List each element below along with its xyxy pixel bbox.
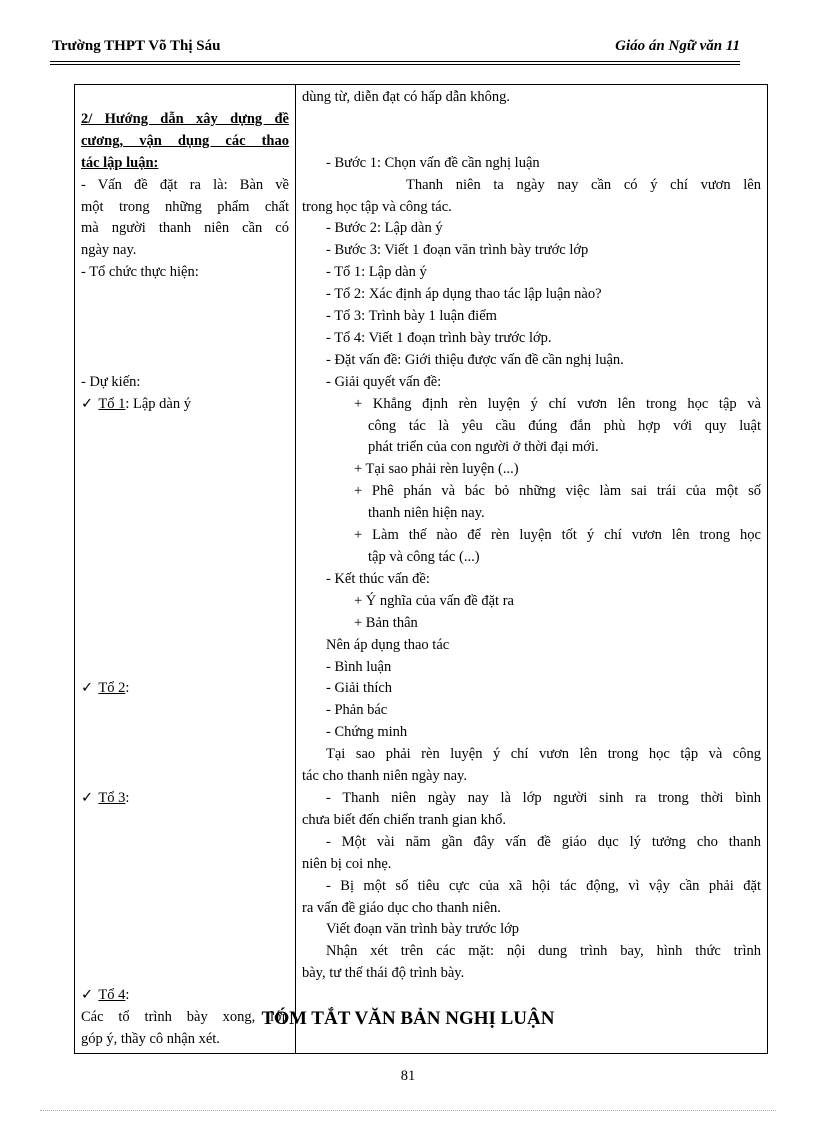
group-3-label: ✓ Tổ 3:: [81, 788, 289, 810]
content-line: thanh niên hiện nay.: [368, 505, 485, 522]
checkmark-icon: ✓: [81, 986, 94, 1003]
content-line: + Khẳng định rèn luyện ý chí vươn lên trong học tập và: [354, 395, 761, 412]
content-line: bày, tư thế thái độ trình bày.: [302, 965, 465, 982]
content-line: công tác là yêu cầu đúng đắn phù hợp với quy luật: [368, 417, 761, 434]
content-line: - Tổ 4: Viết 1 đoạn trình bày trước lớp.: [326, 329, 552, 346]
content-line: - Tổ 1: Lập dàn ý: [326, 264, 427, 281]
content-line: Viết đoạn văn trình bày trước lớp: [326, 921, 520, 938]
left-column: [75, 85, 296, 1054]
checkmark-icon: ✓: [81, 680, 94, 697]
content-line: - Phản bác: [326, 702, 388, 719]
group-1-label: ✓ Tổ 1: Lập dàn ý: [81, 394, 289, 416]
footer-divider: [40, 1110, 776, 1111]
content-line: - Chứng minh: [326, 724, 408, 741]
content-line: tác cho thanh niên ngày nay.: [302, 768, 467, 785]
issue-line: - Vấn đề đặt ra là: Bàn về: [81, 176, 289, 193]
expected-label: - Dự kiến:: [81, 373, 141, 390]
section-heading-line: tác lập luận:: [81, 154, 159, 171]
section-heading-line: 2/ Hướng dẫn xây dựng đề: [81, 110, 289, 127]
content-line: - Tổ 3: Trình bày 1 luận điểm: [326, 308, 497, 325]
content-line: - Giải thích: [326, 680, 393, 697]
content-line: - Bị một số tiêu cực của xã hội tác động, vì vậy cần phải đặt: [326, 877, 761, 894]
content-line: phát triển của con người ở thời đại mới.: [368, 439, 599, 456]
content-line: - Một vài năm gần đây vấn đề giáo dục lý tưởng cho thanh: [326, 833, 761, 850]
checkmark-icon: ✓: [81, 395, 94, 412]
content-line: + Ý nghĩa của vấn đề đặt ra: [354, 592, 514, 609]
content-line: - Bình luận: [326, 658, 392, 675]
page-number: 81: [400, 1068, 416, 1084]
content-line: + Phê phán và bác bỏ những việc làm sai trái của một số: [354, 483, 761, 500]
issue-line: một trong những phẩm chất: [81, 198, 289, 215]
content-line: Tại sao phải rèn luyện ý chí vươn lên trong học tập và công: [326, 746, 761, 763]
header-rule-second: [50, 64, 740, 65]
content-line: ra vấn đề giáo dục cho thanh niên.: [302, 899, 501, 916]
content-line: - Tổ 2: Xác định áp dụng thao tác lập luận nào?: [326, 286, 602, 303]
content-line: dùng từ, diễn đạt có hấp dẫn không.: [302, 89, 510, 105]
lesson-table: [74, 84, 768, 1054]
header-subject: Giáo án Ngữ văn 11: [615, 38, 740, 54]
content-line: chưa biết đến chiến tranh gian khổ.: [302, 811, 506, 828]
content-line: + Làm thế nào để rèn luyện tốt ý chí vươn lên trong học: [354, 527, 761, 544]
group-4-label: ✓ Tổ 4:: [81, 985, 289, 1007]
issue-line: mà người thanh niên cần có: [81, 220, 289, 237]
final-note-line: góp ý, thầy cô nhận xét.: [81, 1030, 220, 1047]
organize-label: - Tổ chức thực hiện:: [81, 264, 199, 281]
content-line: Nhận xét trên các mặt: nội dung trình bay, hình thức trình: [326, 943, 761, 960]
content-line: tập và công tác (...): [368, 549, 480, 565]
final-note-line: Các tổ trình bày xong, lớp: [81, 1008, 289, 1025]
content-line: + Bản thân: [354, 614, 418, 631]
header-school: Trường THPT Võ Thị Sáu: [52, 38, 221, 54]
section-heading-line: cương, vận dụng các thao: [81, 132, 289, 149]
section-title: TÓM TẮT VĂN BẢN NGHỊ LUẬN: [261, 1008, 555, 1029]
content-line: Thanh niên ta ngày nay cần có ý chí vươn lên: [406, 176, 761, 193]
content-line: - Bước 3: Viết 1 đoạn văn trình bày trước lớp: [326, 242, 589, 259]
content-line: niên bị coi nhẹ.: [302, 855, 392, 872]
content-line: - Kết thúc vấn đề:: [326, 570, 430, 587]
content-line: - Đặt vấn đề: Giới thiệu được vấn đề cần nghị luận.: [326, 351, 624, 368]
right-column: [296, 85, 768, 1054]
content-line: + Tại sao phải rèn luyện (...): [354, 461, 519, 478]
content-line: Nên áp dụng thao tác: [326, 636, 450, 653]
content-line: - Bước 2: Lập dàn ý: [326, 220, 443, 237]
group-2-label: ✓ Tổ 2:: [81, 678, 289, 700]
header-rule: [50, 61, 740, 62]
content-line: - Thanh niên ngày nay là lớp người sinh ra trong thời bình: [326, 789, 761, 806]
checkmark-icon: ✓: [81, 789, 94, 806]
content-line: trong học tập và công tác.: [302, 198, 452, 215]
issue-line: ngày nay.: [81, 242, 137, 259]
content-line: - Giải quyết vấn đề:: [326, 373, 442, 390]
content-line: - Bước 1: Chọn vấn đề cần nghị luận: [326, 154, 540, 171]
table-row: [75, 85, 768, 1054]
